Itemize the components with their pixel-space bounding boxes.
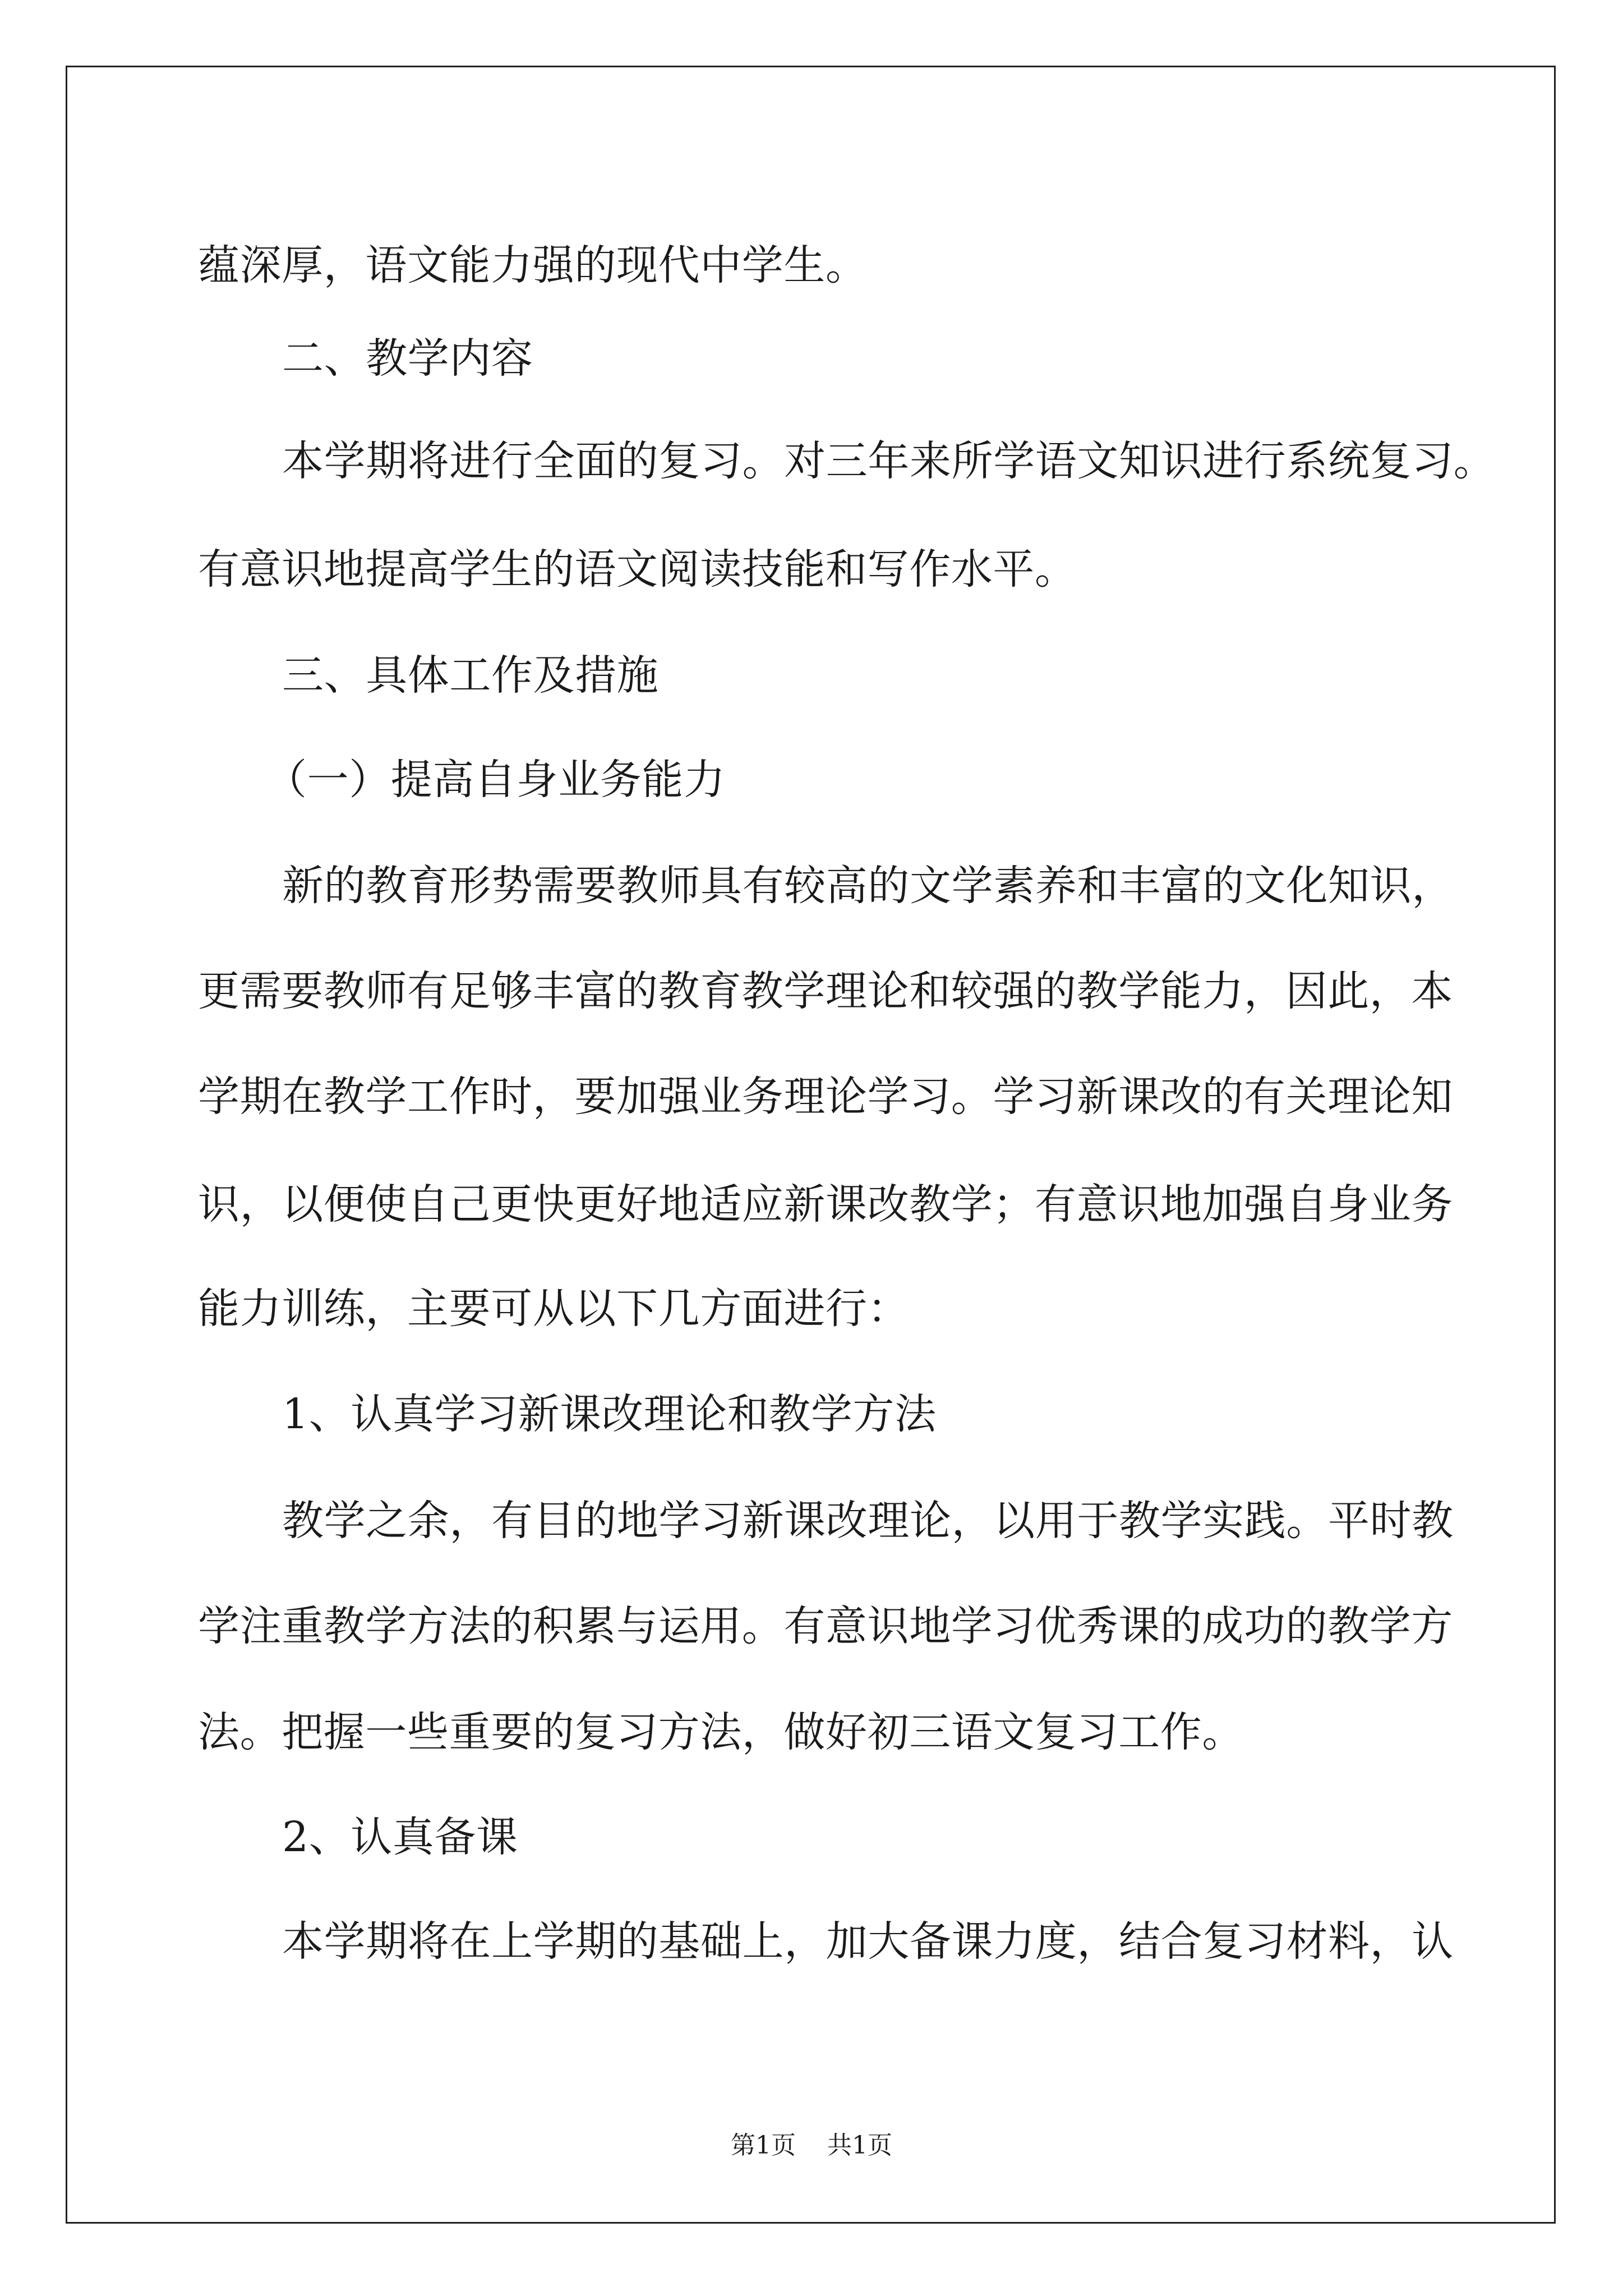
text-line: 法。把握一些重要的复习方法，做好初三语文复习工作。 [198,1708,1244,1756]
text-line: 有意识地提高学生的语文阅读技能和写作水平。 [198,545,1077,593]
item-heading: 2、认真备课 [282,1813,518,1861]
subsection-heading: （一）提高自身业务能力 [265,756,726,804]
text-line: 新的教育形势需要教师具有较高的文学素养和丰富的文化知识， [282,862,1454,910]
text-line: 识，以便使自己更快更好地适应新课改教学；有意识地加强自身业务 [198,1180,1453,1228]
page-border [66,66,1556,2224]
text-line: 学注重教学方法的积累与运用。有意识地学习优秀课的成功的教学方 [198,1602,1453,1650]
text-line: 本学期将在上学期的基础上，加大备课力度，结合复习材料，认 [282,1917,1454,1966]
text-line: 蕴深厚，语文能力强的现代中学生。 [198,241,868,289]
section-heading: 二、教学内容 [282,334,533,383]
section-heading: 三、具体工作及措施 [282,651,659,700]
text-line: 本学期将进行全面的复习。对三年来所学语文知识进行系统复习。 [282,437,1496,485]
text-line: 能力训练，主要可从以下几方面进行： [198,1285,910,1333]
total-pages: 共1页 [827,2131,892,2160]
text-line: 教学之余，有目的地学习新课改理论，以用于教学实践。平时教 [282,1497,1454,1545]
text-line: 更需要教师有足够丰富的教育教学理论和较强的教学能力，因此，本 [198,967,1453,1015]
item-heading: 1、认真学习新课改理论和教学方法 [282,1390,937,1438]
text-line: 学期在教学工作时，要加强业务理论学习。学习新课改的有关理论知 [198,1073,1453,1121]
page-footer [0,2133,1623,2158]
page-number: 第1页 [731,2131,796,2160]
